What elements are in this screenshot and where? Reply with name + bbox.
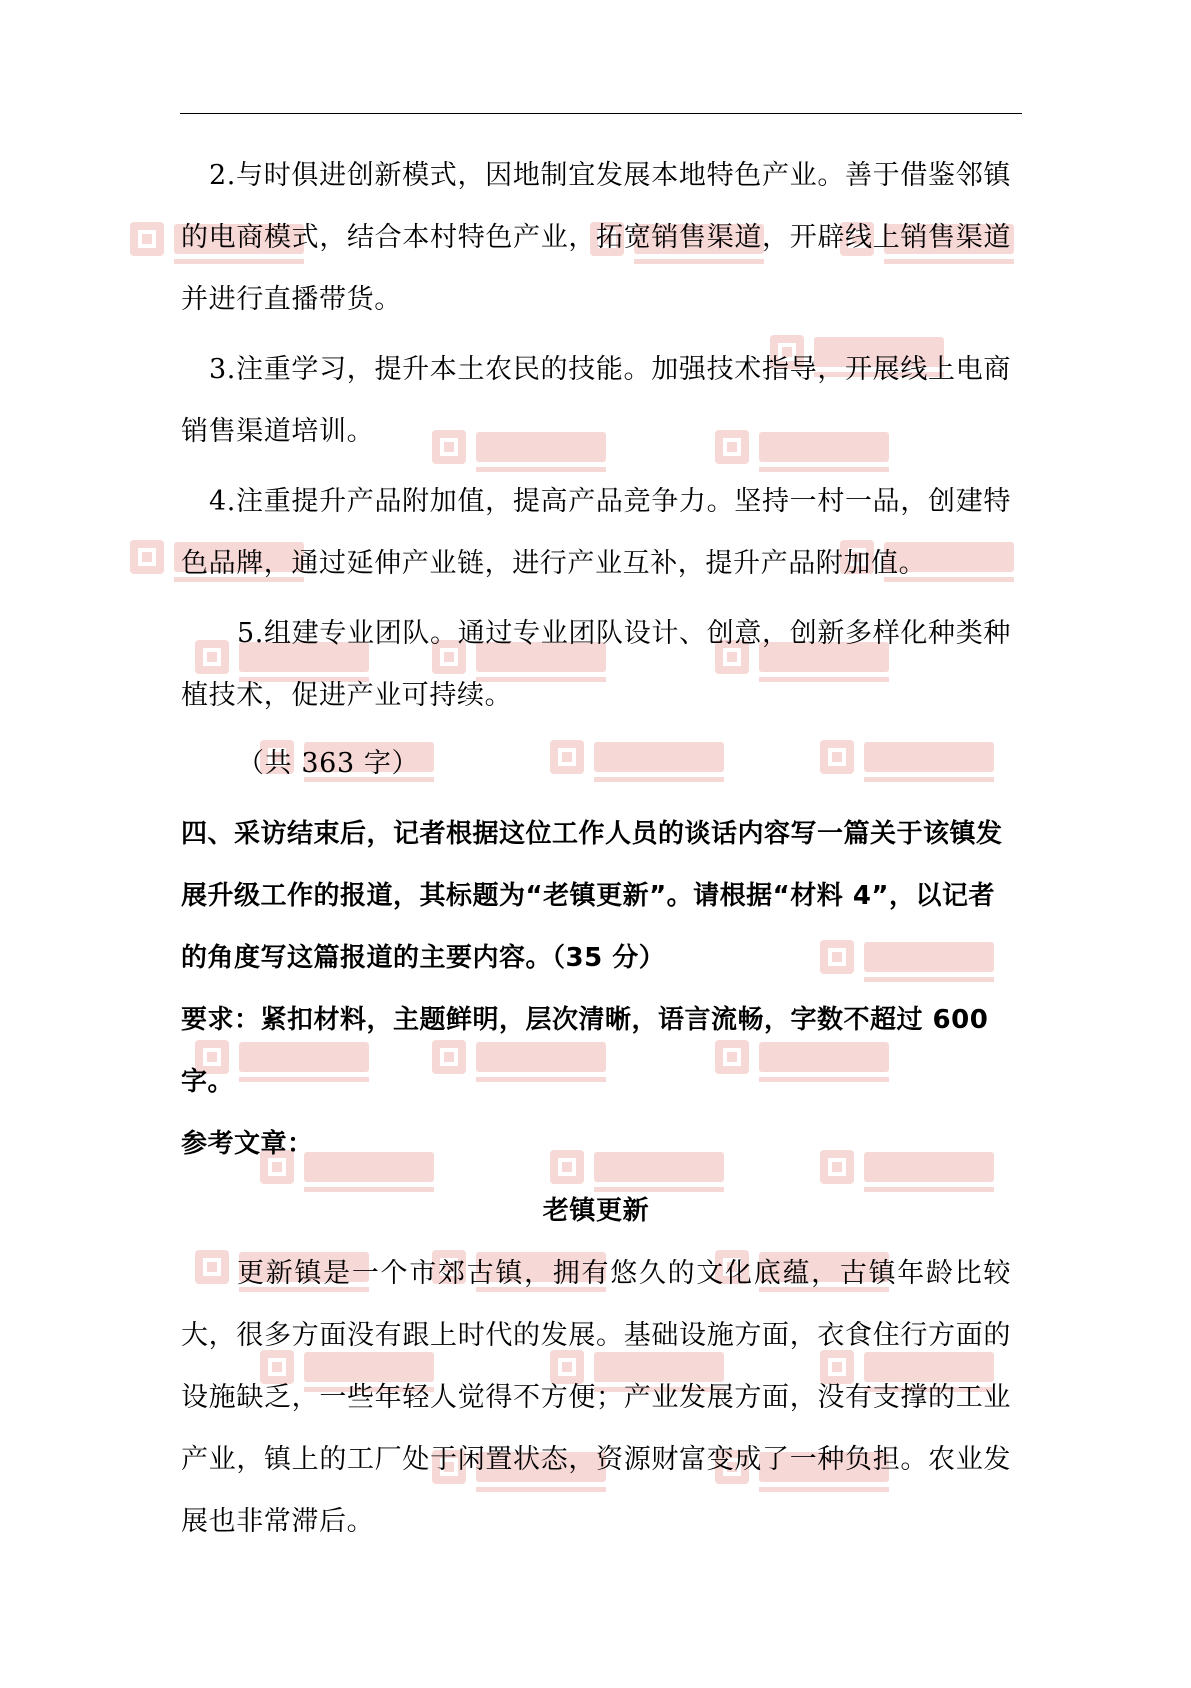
answer-point-4: 4.注重提升产品附加值，提高产品竞争力。坚持一村一品，创建特色品牌，通过延伸产业链，进行产业互补，提升产品附加值。 [181,486,1011,579]
answer-point-5: 5.组建专业团队。通过专业团队设计、创意，创新多样化种类种植技术，促进产业可持续。 [181,618,1011,711]
document-body [181,145,1011,1561]
word-count: （共 363 字） [237,748,420,779]
article-paragraph-1: 更新镇是一个市郊古镇，拥有悠久的文化底蕴，古镇年龄比较大，很多方面没有跟上时代的发展。基础设施方面，衣食住行方面的设施缺乏，一些年轻人觉得不方便；产业发展方面，没有支撑的工业产业，镇上的工厂处于闲置状态，资源财富变成了一种负担。农业发展也非常滞后。 [181,1258,1011,1537]
answer-point-3: 3.注重学习，提升本土农民的技能。加强技术指导，开展线上电商销售渠道培训。 [181,354,1011,447]
article-title: 老镇更新 [542,1196,650,1226]
header-divider [180,113,1022,114]
question-four: 四、采访结束后，记者根据这位工作人员的谈话内容写一篇关于该镇发展升级工作的报道，其标题为“老镇更新”。请根据“材料 4”，以记者的角度写这篇报道的主要内容。（35 分） [181,819,1003,973]
question-requirement: 要求：紧扣材料，主题鲜明，层次清晰，语言流畅，字数不超过 600 字。 [181,1005,989,1097]
reference-label: 参考文章： [181,1129,314,1159]
answer-point-2: 2.与时俱进创新模式，因地制宜发展本地特色产业。善于借鉴邻镇的电商模式，结合本村特色产业，拓宽销售渠道，开辟线上销售渠道并进行直播带货。 [181,160,1011,315]
